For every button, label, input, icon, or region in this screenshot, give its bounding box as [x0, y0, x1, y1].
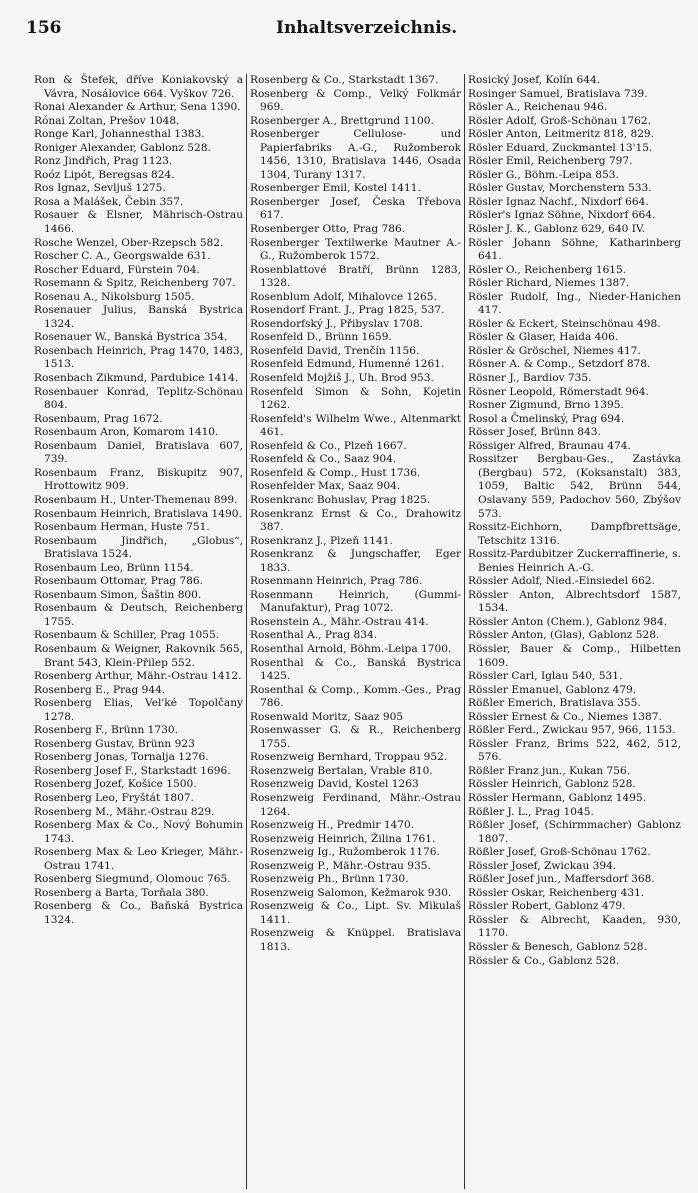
index-entry: Rosenmann Heinrich, Prag 786. [250, 575, 423, 588]
index-entry: Rößler J. L., Prag 1045. [468, 805, 594, 818]
index-entry: Rössler Anton, Albrechtsdorf 1587, 1534. [468, 588, 681, 615]
index-entry: Rossitz-Eichhorn, Dampfbrettsäge, Tetschitz 1316. [468, 521, 681, 547]
index-entry: Rosenbach Zikmund, Pardubice 1414. [34, 372, 239, 385]
index-entry: Rösler G., Böhm.-Leipa 853. [468, 168, 619, 181]
index-entry: Rößler Ferd., Zwickau 957, 966, 1153. [468, 724, 676, 737]
index-entry: Rosenberg Josef F., Starkstadt 1696. [34, 764, 231, 777]
index-entry: Rössler Robert, Gablonz 479. [468, 900, 626, 913]
index-entry: Rosenberg F., Brünn 1730. [34, 724, 178, 737]
index-entry: Rösler's Ignaz Söhne, Nixdorf 664. [468, 209, 656, 222]
index-entry: Rosendorfský J., Přibyslav 1708. [250, 317, 423, 330]
index-column-1 [26, 74, 246, 1189]
page-title: Inhaltsverzeichnis. [276, 18, 458, 38]
index-entry: Rosauer & Elsner, Mährisch-Ostrau 1466. [34, 209, 244, 236]
index-entry: Rosenfelder Max, Saaz 904. [250, 480, 401, 493]
index-entry: Rosenfeld Edmund, Humenné 1261. [250, 358, 445, 371]
index-entry: Rösner J., Bardiov 735. [468, 372, 592, 385]
index-entry: Rössler Oskar, Reichenberg 431. [468, 886, 645, 899]
index-entry: Rosenzweig Bernhard, Troppau 952. [250, 751, 448, 764]
index-entry: Rössler & Albrecht, Kaaden, 930, 1170. [468, 913, 681, 940]
index-entry: Rosa a Malášek, Čebin 357. [34, 195, 184, 208]
index-entry: Rosenbaum Franz, Biskupitz 907, Hrottowitz 909. [34, 466, 244, 493]
index-entry: Rosenfeld & Comp., Hust 1736. [250, 466, 421, 479]
index-entry: Rosenblum Adolf, Mihalovce 1265. [250, 290, 437, 303]
index-entry: Rosenfeld & Co., Plzeň 1667. [250, 439, 407, 452]
index-entry: Rosenberger Otto, Prag 786. [250, 223, 406, 236]
index-entry: Rösler O., Reichenberg 1615. [468, 263, 627, 276]
index-entry: Rosenzweig H., Predmir 1470. [250, 819, 415, 832]
index-entry: Rösler Emil, Reichenberg 797. [468, 155, 633, 168]
index-entry: Rosenau A., Nikolsburg 1505. [34, 290, 195, 303]
page-number: 156 [26, 18, 62, 38]
index-entry: Rößler Josef, Groß-Schönau 1762. [468, 846, 651, 859]
index-entry: Rosenzweig & Knüppel. Bratislava 1813. [250, 927, 462, 953]
index-entry: Rosenzweig Heinrich, Žilina 1761. [250, 832, 436, 845]
index-entry: Rosenzweig Bertalan, Vrable 810. [250, 764, 433, 777]
index-entry: Ronai Alexander & Arthur, Sena 1390. [34, 101, 241, 114]
index-entry: Rosenthal & Comp., Komm.-Ges., Prag 786. [250, 683, 462, 710]
index-entry: Rösner A. & Comp., Setzdorf 878. [468, 358, 651, 371]
index-entry: Rösler & Eckert, Steinschönau 498. [468, 317, 661, 330]
index-entry: Rosenbaum H., Unter-Themenau 899. [34, 493, 238, 506]
index-entry: Rosenbaum & Deutsch, Reichenberg 1755. [34, 602, 244, 628]
index-entry: Rosenauer W., Banská Bystrica 354. [34, 331, 228, 344]
index-entry: Rössler Carl, Iglau 540, 531. [468, 670, 623, 683]
index-entry: Rosenfeld David, Trenčín 1156. [250, 344, 420, 357]
index-entry: Rösler Ignaz Nachf., Nixdorf 664. [468, 195, 649, 208]
index-entry: Rosenzweig Ph., Brünn 1730. [250, 873, 409, 886]
index-entry: Rosenbaum, Prag 1672. [34, 412, 163, 425]
index-entry: Roóz Lipót, Beregsas 824. [34, 168, 175, 181]
index-entry: Rosický Josef, Kolín 644. [468, 74, 601, 86]
index-entry: Rosinger Samuel, Bratislava 739. [468, 87, 648, 100]
index-entry: Rossitzer Bergbau-Ges., Zastávka (Bergbau) 572, (Koksanstalt) 383, 1059, Baltic 542, Brünn 544, Oslavany 559, Padochov 560, Zbýšov 573. [468, 453, 681, 520]
index-entry: Rosenthal & Co., Banská Bystrica 1425. [250, 656, 462, 683]
index-entry: Ronge Karl, Johannesthal 1383. [34, 128, 205, 141]
index-entry: Rosenbaum Ottomar, Prag 786. [34, 575, 204, 588]
index-entry: Rössler Josef, Zwickau 394. [468, 859, 617, 872]
index-entry: Rösler & Glaser, Haida 406. [468, 331, 619, 344]
index-entry: Rössler Hermann, Gablonz 1495. [468, 791, 647, 804]
index-entry: Rosenberger Emil, Kostel 1411. [250, 182, 421, 195]
index-entry: Rosenbaum Heinrich, Bratislava 1490. [34, 507, 242, 520]
index-entry: Rösler Anton, Leitmeritz 818, 829. [468, 128, 655, 141]
index-entry: Rosenbauer Konrad, Teplitz-Schönau 804. [34, 385, 244, 412]
index-entry: Rosenthal A., Prag 834. [250, 629, 378, 642]
index-entry: Rosenfeld Mojžiš J., Uh. Brod 953. [250, 372, 434, 385]
index-entry: Rosenstein A., Mähr.-Ostrau 414. [250, 615, 429, 628]
index-entry: Roscher Eduard, Fürstein 704. [34, 263, 200, 276]
index-entry: Rosenberg Max & Co., Nový Bohumin 1743. [34, 819, 244, 845]
index-entry: Rosenzweig Ferdinand, Mähr.-Ostrau 1264. [250, 791, 462, 818]
index-entry: Rosenberg a Barta, Torňala 380. [34, 886, 209, 899]
index-entry: Rosenberger A., Brettgrund 1100. [250, 114, 434, 127]
index-column-2 [246, 74, 464, 1189]
index-entry: Rosenberg & Comp., Velký Folkmár 969. [250, 87, 462, 114]
index-entry: Rosenberger Textilwerke Mautner A.-G., Ružomberok 1572. [250, 236, 462, 263]
index-entry: Rösler & Gröschel, Niemes 417. [468, 344, 641, 357]
index-entry: Ron & Štefek, dříve Koniakovský a Vávra, Nosálovice 664. Vyškov 726. [34, 74, 244, 100]
index-entry: Rössler Anton (Chem.), Gablonz 984. [468, 615, 667, 628]
index-entry: Rössler Ernest & Co., Niemes 1387. [468, 710, 662, 723]
index-entry: Rössler Heinrich, Gablonz 528. [468, 778, 636, 791]
index-entry: Rosenberg Arthur, Mähr.-Ostrau 1412. [34, 670, 242, 683]
index-entry: Rösler J. K., Gablonz 629, 640 IV. [468, 223, 646, 236]
index-entry: Rosenberger Josef, Česka Třebova 617. [250, 195, 462, 222]
index-entry: Rosenfeld D., Brünn 1659. [250, 331, 392, 344]
index-entry: Rosenfeld's Wilhelm Wwe., Altenmarkt 461. [250, 412, 462, 439]
index-columns [26, 74, 684, 1189]
index-entry: Rösler Rudolf, Ing., Nieder-Hanichen 417. [468, 290, 681, 317]
index-entry: Rosenbaum Leo, Brünn 1154. [34, 561, 194, 574]
index-entry: Rosenberg & Co., Starkstadt 1367. [250, 74, 439, 86]
index-entry: Rosenkranz & Jungschaffer, Eger 1833. [250, 548, 462, 574]
index-entry: Rosenberg Jozef, Košice 1500. [34, 778, 197, 791]
index-entry: Rosenbaum Jindřich, „Globus“, Bratislava 1524. [34, 534, 244, 561]
index-entry: Rössler & Benesch, Gablonz 528. [468, 941, 647, 953]
index-entry: Rónai Zoltan, Prešov 1048. [34, 114, 180, 127]
index-entry: Rösser Josef, Brünn 843. [468, 426, 601, 439]
index-entry: Rosenblattové Bratří, Brünn 1283, 1328. [250, 263, 462, 290]
index-entry: Rosenzweig Salomon, Kežmarok 930. [250, 886, 452, 899]
index-entry: Rößler Josef, (Schirmmacher) Gablonz 1807. [468, 819, 681, 845]
index-entry: Rosenberg E., Prag 944. [34, 683, 166, 696]
index-entry: Rößler Josef jun., Maffersdorf 368. [468, 873, 655, 886]
index-entry: Rosenzweig P., Mähr.-Ostrau 935. [250, 859, 431, 872]
index-entry: Rosenbaum Daniel, Bratislava 607, 739. [34, 439, 244, 466]
index-entry: Rössler Anton, (Glas), Gablonz 528. [468, 629, 660, 642]
index-entry: Rosche Wenzel, Ober-Rzepsch 582. [34, 236, 224, 249]
index-entry: Rosenbaum & Weigner, Rakovnik 565, Brant 543, Klein-Přilep 552. [34, 642, 244, 669]
index-entry: Rossitz-Pardubitzer Zuckerraffinerie, s. Benies Heinrich A.-G. [468, 548, 681, 574]
index-entry: Rosenbach Heinrich, Prag 1470, 1483, 1513. [34, 344, 244, 371]
index-entry: Roniger Alexander, Gablonz 528. [34, 141, 211, 154]
index-entry: Rösler A., Reichenau 946. [468, 101, 608, 114]
index-entry: Rössler Franz, Brims 522, 462, 512, 576. [468, 737, 681, 764]
index-entry: Rosenkranc Bohuslav, Prag 1825. [250, 493, 431, 506]
index-entry: Ros Ignaz, Sevljuš 1275. [34, 182, 166, 195]
index-entry: Rösler Gustav, Morchenstern 533. [468, 182, 652, 195]
index-entry: Rosenbaum Simon, Šaštin 800. [34, 588, 202, 601]
index-entry: Rösler Johann Söhne, Katharinberg 641. [468, 236, 681, 263]
index-entry: Rosenberg Jonas, Tornalja 1276. [34, 751, 209, 764]
index-entry: Rosenwasser G. & R., Reichenberg 1755. [250, 724, 462, 750]
index-entry: Rosenberg M., Mähr.-Ostrau 829. [34, 805, 215, 818]
index-entry: Rosenwald Moritz, Saaz 905 [250, 710, 404, 723]
index-entry: Rosenthal Arnold, Böhm.-Leipa 1700. [250, 642, 452, 655]
index-entry: Rosenzweig Ig., Ružomberok 1176. [250, 846, 440, 859]
index-entry: Rößler Emerich, Bratislava 355. [468, 697, 641, 710]
index-entry: Rosenberger Cellulose- und Papierfabriks A.-G., Ružomberok 1456, 1310, Bratislava 1446, Osada 1304, Turany 1317. [250, 128, 462, 181]
page-header [26, 18, 684, 48]
index-entry: Rosemann & Spitz, Reichenberg 707. [34, 277, 236, 290]
index-entry: Rosner Zigmund, Brno 1395. [468, 399, 624, 412]
index-entry: Rosenberg & Co., Baňská Bystrica 1324. [34, 900, 244, 926]
index-entry: Rosenzweig David, Kostel 1263 [250, 778, 419, 791]
index-entry: Rosenberg Gustav, Brünn 923 [34, 737, 195, 750]
index-entry: Rosendorf Frant. J., Prag 1825, 537. [250, 304, 445, 317]
index-entry: Rosol a Čmelinský, Prag 694. [468, 412, 625, 425]
index-column-3 [464, 74, 684, 1189]
index-entry: Ronz Jindřich, Prag 1123. [34, 155, 173, 168]
index-entry: Rosenmann Heinrich, (Gummi-Manufaktur), Prag 1072. [250, 588, 462, 615]
index-entry: Rössler, Bauer & Comp., Hilbetten 1609. [468, 642, 681, 669]
index-entry: Roscher C. A., Georgswalde 631. [34, 250, 211, 263]
index-entry: Rosenbaum & Schiller, Prag 1055. [34, 629, 220, 642]
index-entry: Rosenauer Julius, Banská Bystrica 1324. [34, 304, 244, 330]
index-entry: Rosenfeld Simon & Sohn, Kojetin 1262. [250, 385, 462, 412]
index-entry: Rösler Eduard, Zuckmantel 13'15. [468, 141, 653, 154]
index-entry: Rosenberg Siegmund, Olomouc 765. [34, 873, 231, 886]
index-entry: Rosenbaum Herman, Huste 751. [34, 521, 210, 534]
index-entry: Rösler Adolf, Groß-Schönau 1762. [468, 114, 651, 127]
index-entry: Rosenberg Max & Leo Krieger, Mähr.-Ostrau 1741. [34, 846, 244, 872]
index-entry: Rosenkranz J., Plzeň 1141. [250, 534, 393, 547]
index-entry: Rosenbaum Aron, Komarom 1410. [34, 426, 219, 439]
index-entry: Rössler & Co., Gablonz 528. [468, 954, 620, 967]
index-entry: Rosenzweig & Co., Lipt. Sv. Mikulaš 1411. [250, 900, 462, 926]
index-entry: Rosenkranz Ernst & Co., Drahowitz 387. [250, 507, 462, 534]
index-entry: Rösner Leopold, Römerstadt 964. [468, 385, 649, 398]
index-entry: Rosenberg Elias, Vel'ké Topolčany 1278. [34, 697, 244, 723]
index-entry: Rosenberg Leo, Fryštát 1807. [34, 791, 194, 804]
index-entry: Rosenfeld & Co., Saaz 904. [250, 453, 397, 466]
index-entry: Rössiger Alfred, Braunau 474. [468, 439, 631, 452]
index-entry: Rößler Franz jun., Kukan 756. [468, 764, 631, 777]
index-entry: Rössler Emanuel, Gablonz 479. [468, 683, 637, 696]
index-entry: Rösler Richard, Niemes 1387. [468, 277, 630, 290]
index-entry: Rössler Adolf, Nied.-Einsiedel 662. [468, 575, 655, 588]
